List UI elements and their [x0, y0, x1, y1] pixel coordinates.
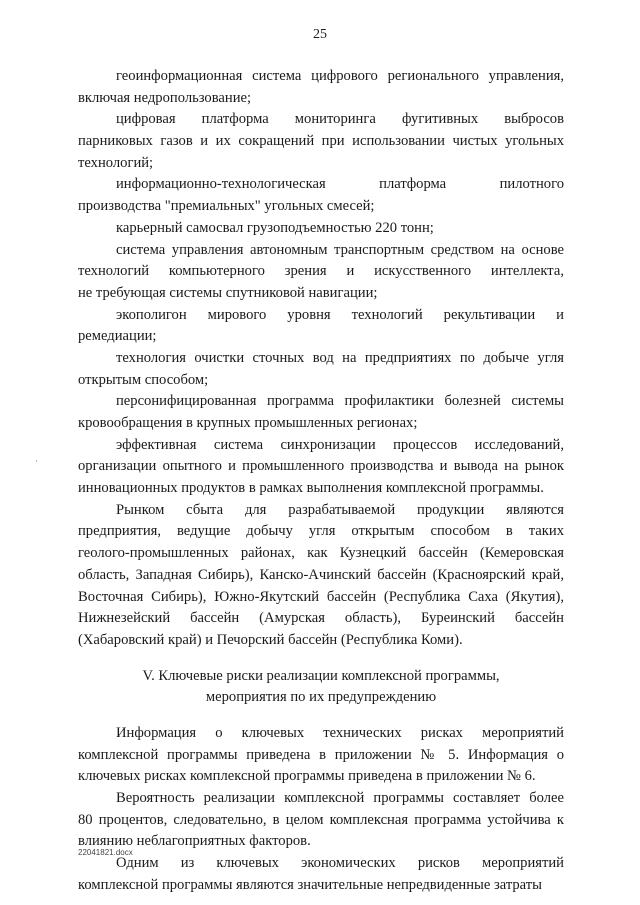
text-line: карьерный самосвал грузоподъемностью 220 тонн;: [116, 219, 434, 236]
risks-block: [78, 723, 564, 897]
paragraph: [78, 500, 564, 652]
text-line: производства "премиальных" угольных смесей;: [78, 198, 375, 215]
text-line: система управления автономным транспортным средством на основе: [116, 241, 564, 258]
paragraph: [78, 391, 564, 434]
text-line: предприятия, ведущие добычу угля открытым способом в таких: [78, 523, 564, 540]
paragraph: [78, 723, 564, 788]
paragraph: [78, 109, 564, 174]
text-line: технология очистки сточных вод на предприятиях по добыче угля: [116, 349, 564, 366]
heading-line: мероприятия по их предупреждению: [205, 689, 437, 706]
paragraph: [78, 788, 564, 853]
paragraph: [78, 348, 564, 391]
text-line: открытым способом;: [78, 371, 209, 388]
text-line: область, Западная Сибирь), Канско-Ачинский бассейн (Красноярский край,: [78, 566, 564, 583]
text-line: Нижнезейский бассейн (Амурская область), Буреинский бассейн: [78, 610, 564, 627]
text-line: Рынком сбыта для разрабатываемой продукции являются: [116, 501, 564, 518]
text-line: не требующая системы спутниковой навигации;: [78, 284, 378, 301]
page-number: 25: [313, 27, 327, 42]
text-line: 80 процентов, следовательно, в целом комплексная программа устойчива к: [78, 811, 564, 828]
text-line: кровообращения в крупных промышленных регионах;: [78, 415, 418, 431]
text-line: ремедиации;: [78, 328, 157, 345]
paragraph: [78, 174, 564, 217]
text-line: информационно-технологическая платформа пилотного: [116, 176, 564, 193]
text-line: эффективная система синхронизации процессов исследований,: [116, 436, 564, 453]
text-line: геолого-промышленных районах, как Кузнецкий бассейн (Кемеровская: [78, 545, 564, 562]
text-line: Одним из ключевых экономических рисков мероприятий: [116, 855, 564, 872]
text-line: экополигон мирового уровня технологий рекультивации и: [116, 306, 564, 323]
text-line: цифровая платформа мониторинга фугитивных выбросов: [116, 111, 564, 128]
text-line: парниковых газов и их сокращений при использовании чистых угольных: [78, 133, 564, 150]
text-line: технологий;: [78, 154, 154, 171]
document-body: [78, 66, 564, 896]
paragraph: [78, 66, 564, 109]
list-block: [78, 66, 564, 652]
text-line: инновационных продуктов в рамках выполнения комплексной программы.: [78, 480, 544, 497]
text-line: (Хабаровский край) и Печорский бассейн (Республика Коми).: [78, 631, 463, 648]
text-line: персонифицированная программа профилактики болезней системы: [116, 393, 564, 410]
text-line: влиянию неблагоприятных факторов.: [78, 833, 311, 850]
file-name-footer: 22041821.docx: [78, 848, 133, 857]
text-line: ключевых рисках комплексной программы приведена в приложении № 6.: [78, 768, 536, 785]
text-line: комплексной программы приведена в приложении № 5. Информация о: [78, 746, 564, 763]
text-line: организации опытного и промышленного производства и вывода на рынок: [78, 458, 564, 475]
text-line: Вероятность реализации комплексной программы составляет более: [116, 790, 564, 806]
paragraph: [78, 218, 564, 240]
text-line: включая недропользование;: [78, 89, 252, 106]
paragraph: [78, 240, 564, 305]
text-line: геоинформационная система цифрового регионального управления,: [116, 68, 564, 84]
text-line: Информация о ключевых технических рисках мероприятий: [116, 724, 564, 741]
scan-mark: [36, 460, 37, 462]
paragraph: [78, 435, 564, 500]
paragraph: [78, 853, 564, 896]
paragraph: [78, 305, 564, 348]
text-line: Восточная Сибирь), Южно-Якутский бассейн (Республика Саха (Якутия),: [78, 588, 564, 605]
heading-line: V. Ключевые риски реализации комплексной программы,: [142, 667, 500, 684]
text-line: технологий компьютерного зрения и искусственного интеллекта,: [78, 263, 564, 280]
section-heading: [78, 666, 564, 709]
text-line: комплексной программы являются значительные непредвиденные затраты: [78, 876, 542, 893]
